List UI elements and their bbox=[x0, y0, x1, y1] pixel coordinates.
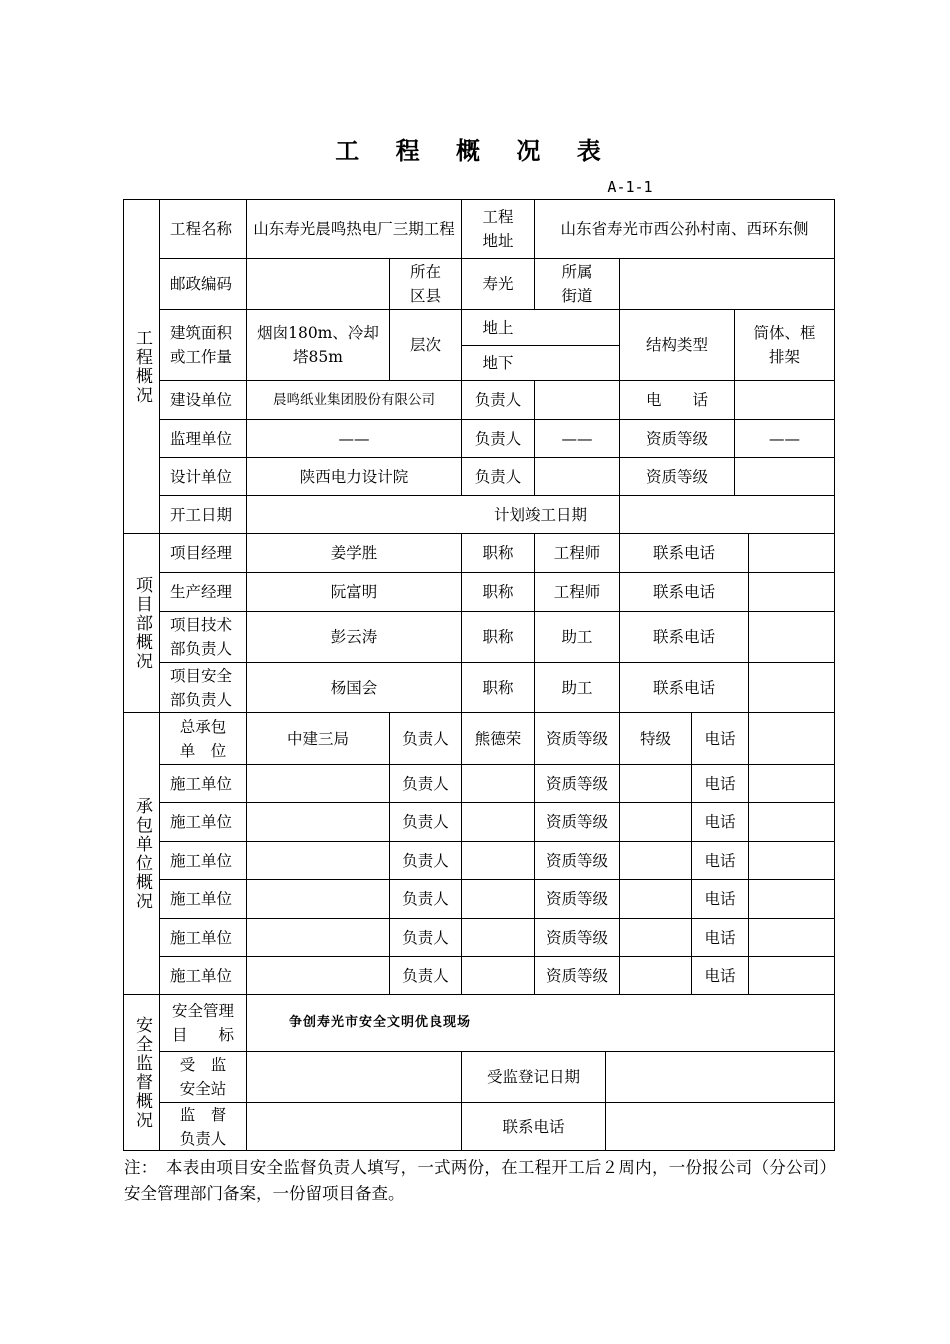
sub-grade-label: 资质等级 bbox=[545, 966, 608, 985]
dept-title-label: 职称 bbox=[482, 583, 514, 601]
supervisor-person-value[interactable]: —— bbox=[561, 429, 593, 448]
sub-unit-label: 施工单位 bbox=[170, 966, 233, 985]
below-ground-label: 地下 bbox=[482, 354, 514, 372]
dept-role: 生产经理 bbox=[170, 583, 233, 601]
sub-grade-value[interactable] bbox=[620, 765, 691, 802]
general-contractor-value[interactable]: 中建三局 bbox=[286, 729, 349, 748]
footnote: 注： 本表由项目安全监督负责人填写，一式两份，在工程开工后２周内，一份报公司（分公司）安全管理部门备案，一份留项目备查。 bbox=[124, 1158, 836, 1203]
sub-phone-value[interactable] bbox=[749, 957, 834, 994]
sub-person-value[interactable] bbox=[462, 957, 534, 994]
designer-value[interactable]: 陕西电力设计院 bbox=[299, 467, 409, 486]
dept-title-label: 职称 bbox=[482, 628, 514, 646]
section-label-project: 工程概况 bbox=[132, 328, 152, 405]
finish-date-value[interactable] bbox=[620, 496, 834, 533]
sub-phone-label: 电话 bbox=[704, 890, 736, 908]
dept-name[interactable]: 阮富明 bbox=[330, 583, 378, 601]
area-label: 建筑面积或工作量 bbox=[170, 324, 233, 366]
sub-grade-value[interactable] bbox=[620, 957, 691, 994]
supervision-phone-value[interactable] bbox=[606, 1103, 834, 1150]
section-label-dept: 项目部概况 bbox=[132, 575, 152, 671]
sub-phone-label: 电话 bbox=[704, 966, 736, 985]
dept-title-value[interactable]: 工程师 bbox=[553, 583, 601, 601]
general-person-label: 负责人 bbox=[402, 729, 449, 748]
safety-goal-label: 安全管理目 标 bbox=[171, 1002, 234, 1044]
sub-phone-label: 电话 bbox=[704, 851, 736, 870]
start-date-label: 开工日期 bbox=[170, 505, 233, 524]
sub-person-value[interactable] bbox=[462, 842, 534, 879]
general-contractor-label: 总承包单 位 bbox=[179, 717, 227, 760]
sub-unit-value[interactable] bbox=[247, 919, 389, 956]
sub-person-value[interactable] bbox=[462, 919, 534, 956]
sub-grade-label: 资质等级 bbox=[545, 851, 608, 870]
supervisor-person-label: 负责人 bbox=[474, 429, 522, 448]
dept-title-value[interactable]: 助工 bbox=[561, 628, 593, 646]
dept-phone-label: 联系电话 bbox=[652, 583, 715, 601]
safety-goal-value[interactable]: 争创寿光市安全文明优良现场 bbox=[289, 1015, 472, 1030]
designer-label: 设计单位 bbox=[170, 467, 233, 486]
sub-person-value[interactable] bbox=[462, 880, 534, 918]
sub-unit-label: 施工单位 bbox=[170, 890, 233, 908]
sub-phone-value[interactable] bbox=[749, 803, 834, 841]
dept-name[interactable]: 彭云涛 bbox=[330, 628, 378, 646]
dept-role: 项目经理 bbox=[170, 544, 233, 562]
sub-unit-value[interactable] bbox=[247, 842, 389, 879]
sub-person-label: 负责人 bbox=[402, 928, 449, 947]
dept-name[interactable]: 杨国会 bbox=[330, 678, 378, 697]
above-ground-label: 地上 bbox=[482, 318, 514, 337]
sub-grade-label: 资质等级 bbox=[545, 928, 608, 947]
dept-phone-label: 联系电话 bbox=[652, 678, 715, 697]
general-person-value[interactable]: 熊德荣 bbox=[474, 729, 522, 748]
reg-date-label: 受监登记日期 bbox=[486, 1068, 580, 1086]
dept-phone-label: 联系电话 bbox=[652, 544, 715, 562]
sub-person-value[interactable] bbox=[462, 803, 534, 841]
section-label-contractor: 承包单位概况 bbox=[132, 796, 152, 911]
sub-unit-label: 施工单位 bbox=[170, 851, 233, 870]
reg-date-value[interactable] bbox=[606, 1052, 834, 1102]
sub-unit-value[interactable] bbox=[247, 957, 389, 994]
sub-unit-value[interactable] bbox=[247, 803, 389, 841]
supervision-person-value[interactable] bbox=[247, 1103, 461, 1150]
general-grade-value[interactable]: 特级 bbox=[639, 729, 671, 748]
start-date-value[interactable] bbox=[247, 496, 461, 533]
supervisor-label: 监理单位 bbox=[170, 429, 233, 448]
dept-phone-value[interactable] bbox=[749, 663, 834, 712]
structure-label: 结构类型 bbox=[645, 336, 708, 354]
designer-grade-value[interactable] bbox=[735, 458, 834, 495]
dept-role: 项目安全部负责人 bbox=[170, 666, 233, 709]
sub-phone-label: 电话 bbox=[704, 928, 736, 947]
supervisor-grade-label: 资质等级 bbox=[645, 429, 708, 448]
form-code: A-1-1 bbox=[607, 178, 653, 196]
project-address-value[interactable]: 山东省寿光市西公孙村南、西环东侧 bbox=[560, 220, 809, 238]
sub-grade-value[interactable] bbox=[620, 842, 691, 879]
station-label: 受 监安全站 bbox=[179, 1056, 227, 1098]
builder-value[interactable]: 晨鸣纸业集团股份有限公司 bbox=[273, 392, 435, 408]
sub-phone-value[interactable] bbox=[749, 765, 834, 802]
builder-phone-label: 电 话 bbox=[645, 391, 708, 409]
supervision-phone-label: 联系电话 bbox=[502, 1117, 565, 1136]
sub-unit-label: 施工单位 bbox=[170, 928, 233, 947]
sub-person-value[interactable] bbox=[462, 765, 534, 802]
sub-grade-label: 资质等级 bbox=[545, 813, 608, 831]
sub-phone-value[interactable] bbox=[749, 880, 834, 918]
sub-person-label: 负责人 bbox=[402, 966, 449, 985]
sub-phone-label: 电话 bbox=[704, 813, 736, 831]
builder-label: 建设单位 bbox=[170, 391, 233, 409]
area-value[interactable]: 烟囱180m、冷却塔85m bbox=[257, 324, 379, 366]
builder-phone-value[interactable] bbox=[735, 381, 834, 419]
section-label-supervision: 安全监督概况 bbox=[132, 1015, 152, 1130]
dept-name[interactable]: 姜学胜 bbox=[330, 544, 378, 562]
below-ground-value[interactable] bbox=[535, 346, 619, 380]
dept-phone-label: 联系电话 bbox=[652, 628, 715, 646]
sub-grade-label: 资质等级 bbox=[545, 890, 608, 908]
general-grade-label: 资质等级 bbox=[545, 729, 608, 748]
project-name-label: 工程名称 bbox=[170, 220, 233, 238]
sub-grade-value[interactable] bbox=[620, 919, 691, 956]
county-value[interactable]: 寿光 bbox=[482, 275, 514, 293]
dept-title-value[interactable]: 助工 bbox=[561, 678, 593, 697]
sub-person-label: 负责人 bbox=[402, 890, 449, 908]
sub-person-label: 负责人 bbox=[402, 774, 449, 793]
designer-grade-label: 资质等级 bbox=[645, 467, 708, 486]
project-name-value[interactable]: 山东寿光晨鸣热电厂三期工程 bbox=[253, 220, 455, 238]
supervisor-grade-value[interactable]: —— bbox=[769, 429, 800, 448]
street-value[interactable] bbox=[620, 259, 834, 309]
sub-unit-label: 施工单位 bbox=[170, 774, 233, 793]
dept-phone-value[interactable] bbox=[749, 612, 834, 662]
dept-phone-value[interactable] bbox=[749, 534, 834, 572]
dept-title-value[interactable]: 工程师 bbox=[553, 544, 601, 562]
sub-grade-value[interactable] bbox=[620, 880, 691, 918]
dept-title-label: 职称 bbox=[482, 544, 514, 562]
county-label: 所在区县 bbox=[409, 263, 441, 305]
supervision-person-label: 监 督负责人 bbox=[179, 1105, 227, 1148]
general-phone-label: 电话 bbox=[704, 729, 736, 748]
general-phone-value[interactable] bbox=[749, 713, 834, 764]
postcode-value[interactable] bbox=[247, 259, 389, 309]
dept-title-label: 职称 bbox=[482, 678, 514, 697]
postcode-label: 邮政编码 bbox=[170, 275, 233, 293]
project-address-label: 工程地址 bbox=[482, 208, 514, 250]
sub-person-label: 负责人 bbox=[402, 813, 449, 831]
dept-role: 项目技术部负责人 bbox=[170, 616, 233, 658]
above-ground-value[interactable] bbox=[535, 310, 619, 345]
sub-unit-label: 施工单位 bbox=[170, 813, 233, 831]
sub-unit-value[interactable] bbox=[247, 880, 389, 918]
sub-grade-label: 资质等级 bbox=[545, 774, 608, 793]
builder-person-label: 负责人 bbox=[474, 391, 522, 409]
sub-phone-value[interactable] bbox=[749, 842, 834, 879]
supervisor-value[interactable]: —— bbox=[338, 429, 370, 448]
finish-date-label: 计划竣工日期 bbox=[493, 505, 587, 524]
sub-person-label: 负责人 bbox=[402, 851, 449, 870]
station-value[interactable] bbox=[247, 1052, 461, 1102]
designer-person-label: 负责人 bbox=[474, 467, 522, 486]
sub-grade-value[interactable] bbox=[620, 803, 691, 841]
floors-label: 层次 bbox=[409, 336, 441, 354]
street-label: 所属街道 bbox=[561, 263, 593, 305]
sub-phone-label: 电话 bbox=[704, 774, 736, 793]
sub-unit-value[interactable] bbox=[247, 765, 389, 802]
structure-value[interactable]: 筒体、框排架 bbox=[753, 324, 816, 366]
builder-person-value[interactable] bbox=[535, 381, 619, 419]
page-title: 工 程 概 况 表 bbox=[335, 136, 615, 165]
dept-phone-value[interactable] bbox=[749, 573, 834, 611]
designer-person-value[interactable] bbox=[535, 458, 619, 495]
sub-phone-value[interactable] bbox=[749, 919, 834, 956]
